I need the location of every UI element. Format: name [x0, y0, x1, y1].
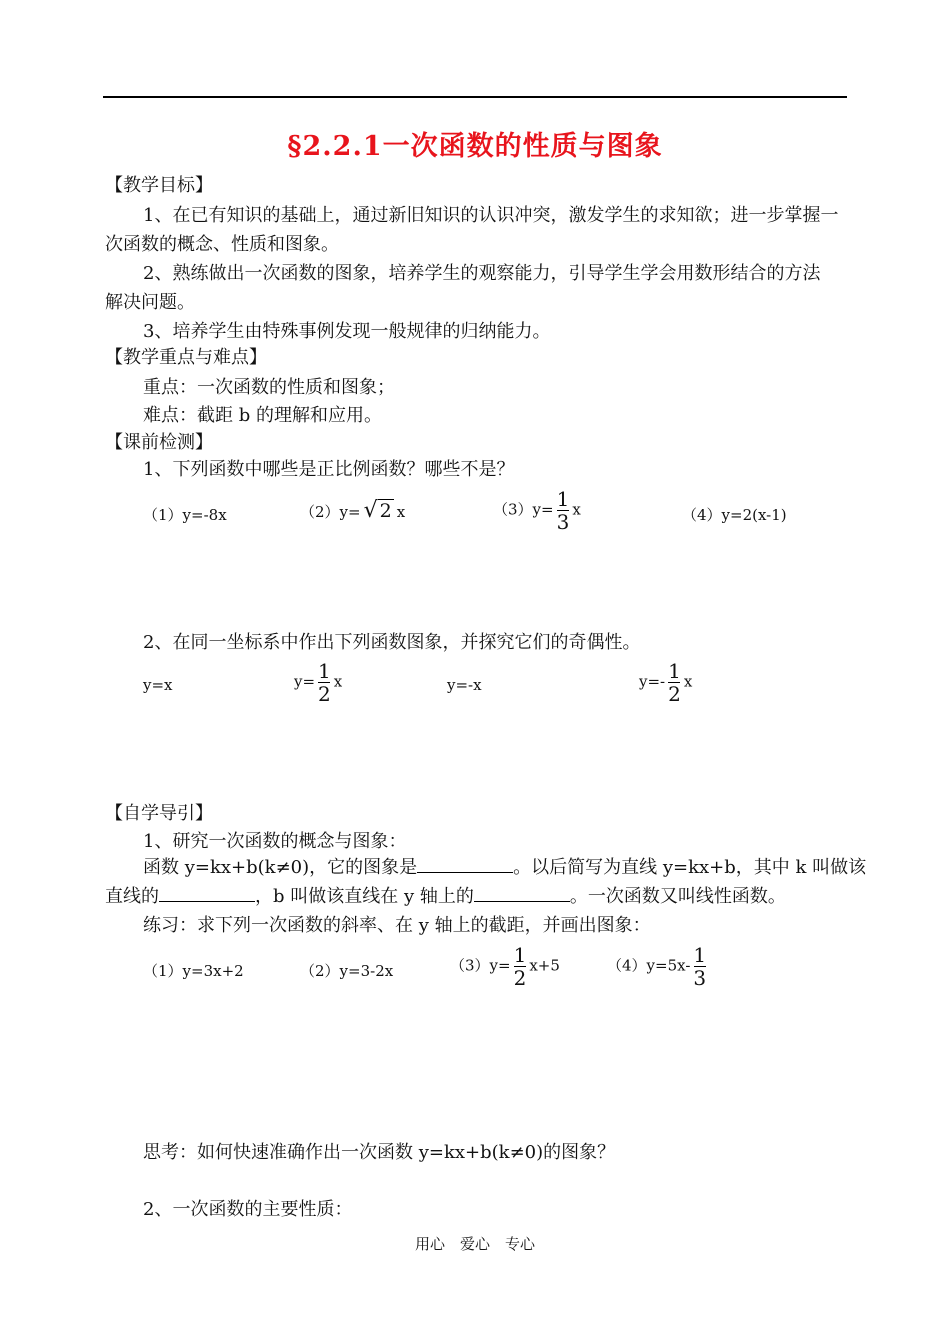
q1-item-2-prefix: （2）y= — [300, 503, 361, 521]
q2-item-2 — [294, 660, 342, 705]
guide-1-line-2-part-b: ，b 叫做该直线在 y 轴上的 — [255, 886, 474, 907]
practice-item-1: （1）y=3x+2 — [143, 962, 244, 980]
q1-item-1: （1）y=-8x — [143, 506, 227, 524]
page-footer: 用心 爱心 专心 — [414, 1235, 535, 1253]
practice-item-2: （2）y=3-2x — [300, 962, 394, 980]
practice-item-3-prefix: （3）y= — [450, 956, 511, 975]
guide-1-line-2-part-c: 。一次函数又叫线性函数。 — [569, 886, 786, 907]
page-title: §2.2.1一次函数的性质与图象 — [287, 131, 663, 162]
q2-item-2-suffix: x — [333, 672, 343, 691]
q1-item-2-suffix: x — [396, 503, 406, 521]
fraction — [514, 944, 527, 989]
numerator: 1 — [318, 659, 331, 683]
fraction — [668, 660, 681, 705]
numerator: 1 — [556, 487, 570, 511]
q2-item-3: y=-x — [447, 676, 482, 694]
question-1: 1、下列函数中哪些是正比例函数？哪些不是？ — [143, 459, 515, 480]
denominator: 2 — [668, 682, 681, 706]
denominator: 3 — [693, 966, 707, 990]
q1-item-3 — [493, 488, 581, 533]
guide-2: 2、一次函数的主要性质： — [143, 1199, 353, 1220]
radical-sign: √ — [363, 498, 378, 523]
practice-item-4 — [607, 944, 709, 989]
q1-item-2 — [300, 500, 405, 522]
q2-item-2-prefix: y= — [294, 672, 316, 691]
think-question: 思考：如何快速准确作出一次函数 y=kx+b(k≠0)的图象？ — [143, 1142, 616, 1163]
numerator: 1 — [513, 943, 527, 967]
guide-1-line-1 — [143, 853, 866, 883]
numerator: 1 — [693, 943, 707, 967]
key-header: 【教学重点与难点】 — [105, 347, 267, 368]
q1-item-4: （4）y=2(x-1) — [682, 506, 787, 524]
q2-item-1: y=x — [143, 676, 173, 694]
guide-1-line-1-part-a: 函数 y=kx+b(k≠0)，它的图象是 — [143, 857, 418, 878]
q2-item-4-prefix: y=- — [639, 672, 666, 691]
goal-2-line-2: 解决问题。 — [105, 292, 195, 313]
top-rule — [103, 96, 847, 98]
practice-item-3-suffix: x+5 — [529, 956, 560, 975]
denominator: 2 — [513, 966, 527, 990]
q2-item-4 — [639, 660, 692, 705]
fill-blank[interactable] — [417, 854, 513, 873]
fraction — [693, 944, 706, 989]
guide-1-line-2-part-a: 直线的 — [105, 886, 159, 907]
q1-item-3-prefix: （3）y= — [493, 500, 554, 519]
denominator: 2 — [318, 682, 331, 706]
denominator: 3 — [556, 510, 570, 534]
goal-2-line-1: 2、熟练做出一次函数的图象，培养学生的观察能力，引导学生学会用数形结合的方法 — [143, 263, 821, 284]
guide-header: 【自学导引】 — [105, 803, 213, 824]
practice-item-4-prefix: （4）y=5x- — [607, 956, 691, 975]
key-point: 重点：一次函数的性质和图象； — [143, 377, 395, 398]
practice: 练习：求下列一次函数的斜率、在 y 轴上的截距，并画出图象： — [143, 915, 651, 936]
guide-1-line-2 — [105, 882, 786, 912]
sqrt-expression — [364, 500, 394, 522]
q1-item-3-suffix: x — [572, 500, 581, 519]
practice-item-3 — [450, 944, 560, 989]
goal-1-line-2: 次函数的概念、性质和图象。 — [105, 234, 339, 255]
fill-blank[interactable] — [474, 883, 570, 902]
question-2: 2、在同一坐标系中作出下列函数图象，并探究它们的奇偶性。 — [143, 632, 641, 653]
radicand: 2 — [379, 500, 392, 522]
guide-1-line-1-part-b: 。以后简写为直线 y=kx+b，其中 k 叫做该 — [513, 857, 867, 878]
goals-header: 【教学目标】 — [105, 175, 213, 196]
difficulty: 难点：截距 b 的理解和应用。 — [143, 405, 382, 426]
numerator: 1 — [668, 659, 681, 683]
fraction — [557, 488, 570, 533]
precheck-header: 【课前检测】 — [105, 432, 213, 453]
goal-1-line-1: 1、在已有知识的基础上，通过新旧知识的认识冲突，激发学生的求知欲；进一步掌握一 — [143, 205, 839, 226]
fraction — [318, 660, 331, 705]
fill-blank[interactable] — [159, 883, 255, 902]
q2-item-4-suffix: x — [683, 672, 693, 691]
guide-1: 1、研究一次函数的概念与图象： — [143, 831, 407, 852]
goal-3: 3、培养学生由特殊事例发现一般规律的归纳能力。 — [143, 321, 551, 342]
